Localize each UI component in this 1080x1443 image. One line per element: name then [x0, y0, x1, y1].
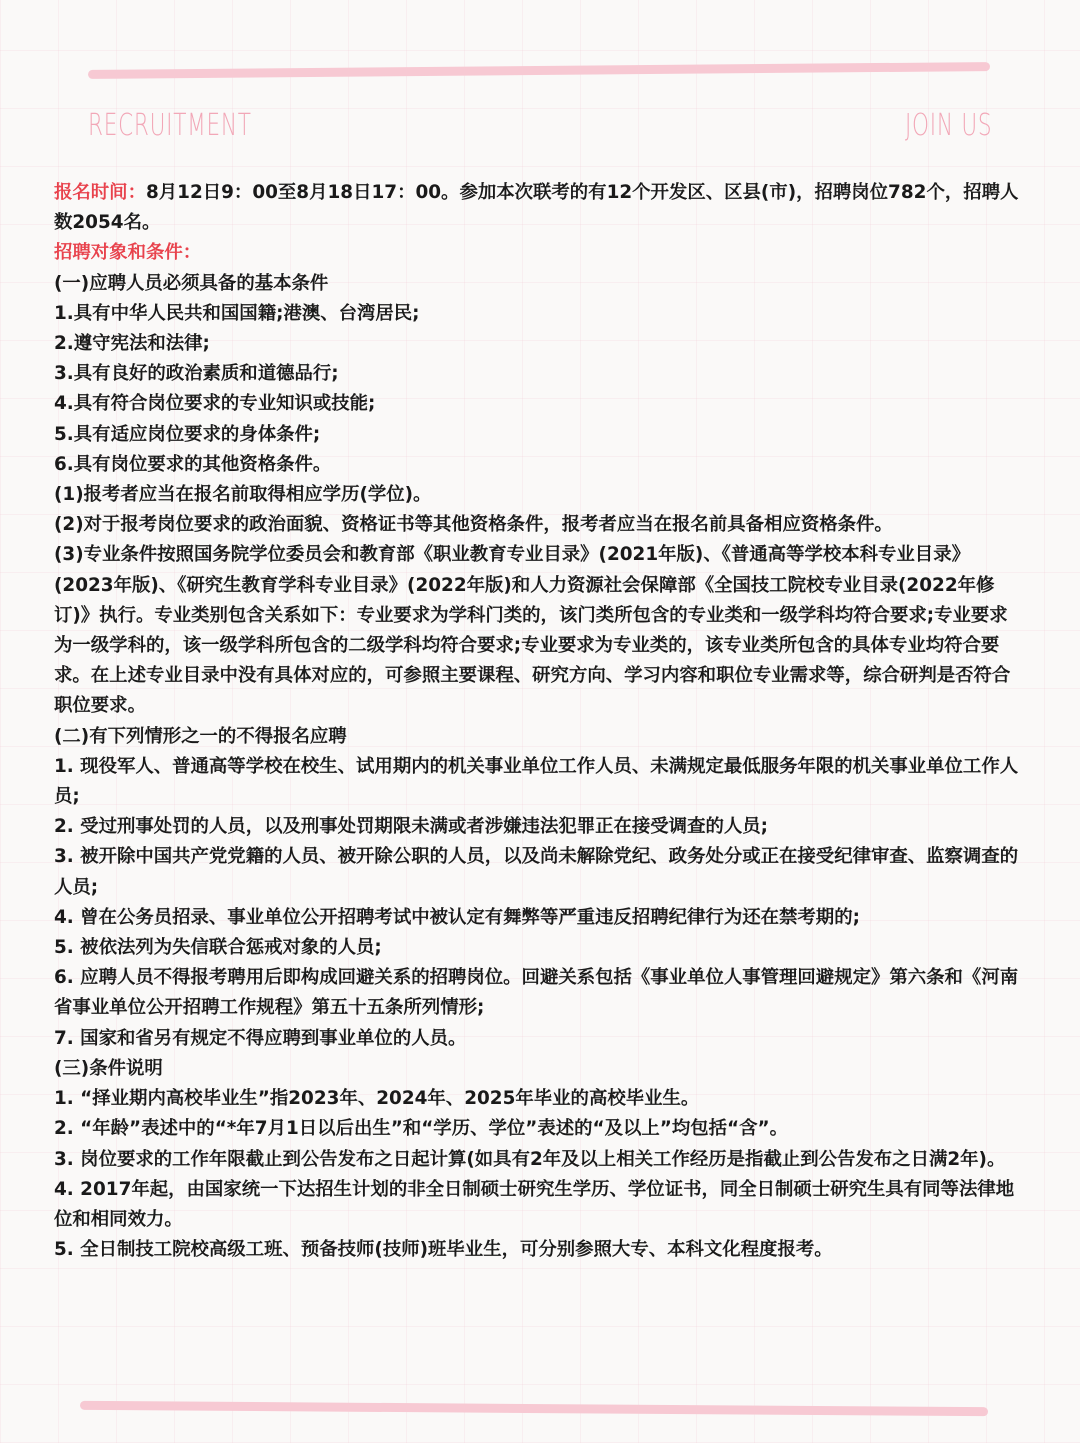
notice-body: [54, 178, 1026, 1265]
paragraph: 3. 被开除中国共产党党籍的人员、被开除公职的人员，以及尚未解除党纪、政务处分或正在接受纪律审查、监察调查的人员;: [54, 846, 1019, 898]
paragraph: 2.遵守宪法和法律;: [54, 333, 210, 355]
section-heading: 招聘对象和条件：: [54, 242, 202, 264]
paragraph: (3)专业条件按照国务院学位委员会和教育部《职业教育专业目录》(2021年版)、《普通高等学校本科专业目录》(2023年版)、《研究生教育学科专业目录》(2022年版)和人力资源社会保障部《全国技工院校专业目录(2022年修订)》执行。专业类别包含关系如下：专业要求为学科门类的，该门类所包含的专业类和一级学科均符合要求;专业要求为一级学科的，该一级学科所包含的二级学科均符合要求;专业要求为专业类的，该专业类所包含的具体专业均符合要求。在上述专业目录中没有具体对应的，可参照主要课程、研究方向、学习内容和职位专业需求等，综合研判是否符合职位要求。: [54, 544, 1011, 717]
paragraph: 6.具有岗位要求的其他资格条件。: [54, 453, 332, 475]
paragraph: 4. 2017年起，由国家统一下达招生计划的非全日制硕士研究生学历、学位证书，同全日制硕士研究生具有同等法律地位和相同效力。: [54, 1178, 1015, 1230]
header-join-us: JOIN US: [904, 108, 992, 143]
paragraph: 5. 全日制技工院校高级工班、预备技师(技师)班毕业生，可分别参照大专、本科文化程度报考。: [54, 1239, 833, 1261]
paragraph: (2)对于报考岗位要求的政治面貌、资格证书等其他资格条件，报考者应当在报名前具备相应资格条件。: [54, 514, 893, 536]
paragraph: 4. 曾在公务员招录、事业单位公开招聘考试中被认定有舞弊等严重违反招聘纪律行为还在禁考期的;: [54, 906, 860, 928]
paragraph: 5. 被依法列为失信联合惩戒对象的人员;: [54, 937, 382, 959]
paragraph: 1. “择业期内高校毕业生”指2023年、2024年、2025年毕业的高校毕业生。: [54, 1088, 700, 1110]
paragraph: 7. 国家和省另有规定不得应聘到事业单位的人员。: [54, 1027, 467, 1049]
paragraph: (三)条件说明: [54, 1057, 163, 1079]
paragraph: 3.具有良好的政治素质和道德品行;: [54, 363, 339, 385]
header-recruitment: RECRUITMENT: [88, 108, 252, 143]
paragraph: 1.具有中华人民共和国国籍;港澳、台湾居民;: [54, 302, 420, 324]
paragraph: 2. “年龄”表述中的“*年7月1日以后出生”和“学历、学位”表述的“及以上”均包括“含”。: [54, 1118, 788, 1140]
registration-time-text: 8月12日9：00至8月18日17：00。参加本次联考的有12个开发区、区县(市)，招聘岗位782个，招聘人数2054名。: [54, 182, 1019, 234]
registration-time: [54, 178, 1026, 238]
paragraph: (1)报考者应当在报名前取得相应学历(学位)。: [54, 484, 432, 506]
paragraph: 1. 现役军人、普通高等学校在校生、试用期内的机关事业单位工作人员、未满规定最低服务年限的机关事业单位工作人员;: [54, 755, 1019, 808]
paragraph: 5.具有适应岗位要求的身体条件;: [54, 423, 321, 445]
paragraph: (二)有下列情形之一的不得报名应聘: [54, 725, 347, 747]
registration-time-label: 报名时间：: [54, 182, 146, 203]
top-decorative-rule: [88, 62, 990, 79]
paragraph: 3. 岗位要求的工作年限截止到公告发布之日起计算(如具有2年及以上相关工作经历是指截止到公告发布之日满2年)。: [54, 1148, 1006, 1170]
paragraph: (一)应聘人员必须具备的基本条件: [54, 272, 329, 294]
bottom-decorative-rule: [80, 1401, 988, 1416]
paragraph: 2. 受过刑事处罚的人员，以及刑事处罚期限未满或者涉嫌违法犯罪正在接受调查的人员;: [54, 816, 768, 838]
paragraph: 6. 应聘人员不得报考聘用后即构成回避关系的招聘岗位。回避关系包括《事业单位人事管理回避规定》第六条和《河南省事业单位公开招聘工作规程》第五十五条所列情形;: [54, 967, 1019, 1019]
paragraph: 4.具有符合岗位要求的专业知识或技能;: [54, 393, 376, 415]
